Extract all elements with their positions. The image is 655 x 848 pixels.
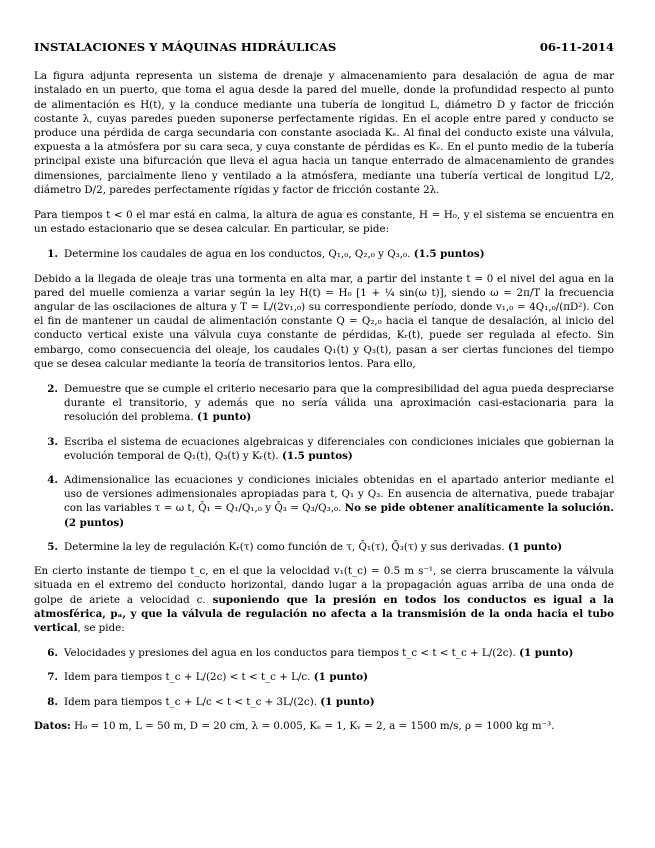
question-3 <box>34 435 614 463</box>
question-number: 5. <box>47 540 58 553</box>
question-number: 8. <box>47 695 58 708</box>
exam-title: INSTALACIONES Y MÁQUINAS HIDRÁULICAS <box>34 40 337 54</box>
question-points: (1.5 puntos) <box>281 449 353 462</box>
data-values: H₀ = 10 m, L = 50 m, D = 20 cm, λ = 0.005, Kₑ = 1, Kᵥ = 2, a = 1500 m/s, ρ = 1000 kg m⁻³. <box>74 719 555 732</box>
question-note: No se pide obtener analíticamente la solución. <box>344 502 615 515</box>
question-list-1 <box>34 247 614 261</box>
question-text: Determine los caudales de agua en los conductos, Q₁,₀, Q₂,₀ y Q₃,₀. <box>64 248 411 261</box>
intro-paragraph: La figura adjunta representa un sistema de drenaje y almacenamiento para desalación de agua de mar instalado en un puerto, que toma el agua desde la pared del muelle, donde la profundidad respecto al punto de alimentación es H(t), y la conduce mediante una tubería de longitud L, diámetro D y factor de fricción costante λ, cuyas paredes pueden suponerse perfectamente rígidas. En el acople entre pared y conducto se produce una pérdida de carga secundaria con constante asociada Kₑ. Al final del conducto existe una válvula, expuesta a la atmósfera por su cara seca, y cuya constante de pérdidas es Kᵥ. En el punto medio de la tubería principal existe una bifurcación que lleva el agua hacia un tanque enterrado de almacenamiento de grandes dimensiones, parcialmente lleno y ventilado a la atmósfera, mediante una tubería vertical de longitud L/2, diámetro D/2, paredes perfectamente rígidas y factor de fricción costante 2λ. <box>34 70 614 196</box>
question-number: 7. <box>47 671 58 684</box>
question-list-3 <box>34 646 614 709</box>
question-text: Adimensionalice las ecuaciones y condiciones iniciales obtenidas en el apartado anterior mediante el uso de versiones adimensionales apropiadas para t, Q₁ y Q₃. En ausencia de alternativa, puede trabajar con las variables τ = ω t, Q̄₁ = Q₁/Q₁,₀ y Q̄₃ = Q₃/Q₃,₀. <box>64 474 614 515</box>
question-text: Velocidades y presiones del agua en los conductos para tiempos t_c < t < t_c + L/(2c). <box>64 647 516 660</box>
question-6 <box>34 646 614 660</box>
question-4 <box>34 473 614 530</box>
question-points: (1 punto) <box>519 647 574 660</box>
question-number: 2. <box>47 383 58 396</box>
question-5 <box>34 540 614 554</box>
data-paragraph <box>34 719 614 733</box>
question-text: Escriba el sistema de ecuaciones algebraicas y diferenciales con condiciones iniciales que gobiernan la evolución temporal de Q₁(t), Q₃(t) y Kᵣ(t). <box>64 435 614 462</box>
question-8 <box>34 695 614 709</box>
waves-paragraph: Debido a la llegada de oleaje tras una tormenta en alta mar, a partir del instante t = 0 el nivel del agua en la pared del muelle comienza a variar según la ley H(t) = H₀ [1 + ¼ sin(ω t)], siendo ω = 2π/T la frecuencia angular de las oscilaciones de altura y T = L/(2v₁,₀) su correspondiente período, donde v₁,₀ = 4Q₁,₀/(πD²). Con el fin de mantener un caudal de alimentación constante Q = Q₂,₀ hacia el tanque de desalación, al inicio del conducto vertical existe una válvula cuya constante de pérdidas, Kᵣ(t), puede ser regulada al efecto. Sin embargo, como consecuencia del oleaje, los caudales Q₁(t) y Q₃(t), pasan a ser ciertas funciones del tiempo que se desea calcular mediante la teoría de transitorios lentos. Para ello, <box>34 272 614 370</box>
hammer-text: En cierto instante de tiempo t_c, en el que la velocidad v₁(t_c) = 0.5 m s⁻¹, se cierra bruscamente la válvula situada en el extremo del conducto horizontal, dando lugar a la propagación aguas arriba de una onda de golpe de ariete a velocidad c. <box>34 565 614 606</box>
question-text: Determine la ley de regulación Kᵣ(τ) como función de τ, Q̄₁(τ), Q̄₃(τ) y sus derivadas. <box>64 540 505 553</box>
data-label: Datos: <box>34 719 71 732</box>
exam-page <box>34 40 614 744</box>
page-header <box>34 40 614 54</box>
question-number: 1. <box>47 248 58 261</box>
question-points: (1 punto) <box>313 671 369 684</box>
question-number: 3. <box>47 435 58 448</box>
question-list-2 <box>34 382 614 554</box>
question-points: (2 puntos) <box>64 516 125 529</box>
question-points: (1 punto) <box>320 695 375 708</box>
exam-date: 06-11-2014 <box>539 40 614 54</box>
question-points: (1 punto) <box>197 411 252 424</box>
question-number: 4. <box>47 474 58 487</box>
question-points: (1 punto) <box>507 540 563 553</box>
hammer-paragraph <box>34 564 614 635</box>
question-text: Idem para tiempos t_c + L/(2c) < t < t_c + L/c. <box>64 671 311 684</box>
question-number: 6. <box>47 647 58 660</box>
question-points: (1.5 puntos) <box>413 248 485 261</box>
hammer-bold-text: suponiendo que la presión en todos los conductos es igual a la atmosférica, pₐ, y que la válvula de regulación no afecta a la transmisión de la onda hacia el tubo vertical <box>34 593 614 634</box>
question-7 <box>34 670 614 684</box>
hammer-post-text: , se pide: <box>77 621 125 634</box>
question-1 <box>34 247 614 261</box>
stationary-paragraph: Para tiempos t < 0 el mar está en calma, la altura de agua es constante, H = H₀, y el sistema se encuentra en un estado estacionario que se desea calcular. En particular, se pide: <box>34 209 614 236</box>
question-text: Idem para tiempos t_c + L/c < t < t_c + 3L/(2c). <box>64 695 317 708</box>
question-text: Demuestre que se cumple el criterio necesario para que la compresibilidad del agua pueda despreciarse durante el transitorio, y además que no sería válida una aproximación casi-estacionaria para la resolución del problema. <box>64 383 614 424</box>
question-2 <box>34 382 614 425</box>
